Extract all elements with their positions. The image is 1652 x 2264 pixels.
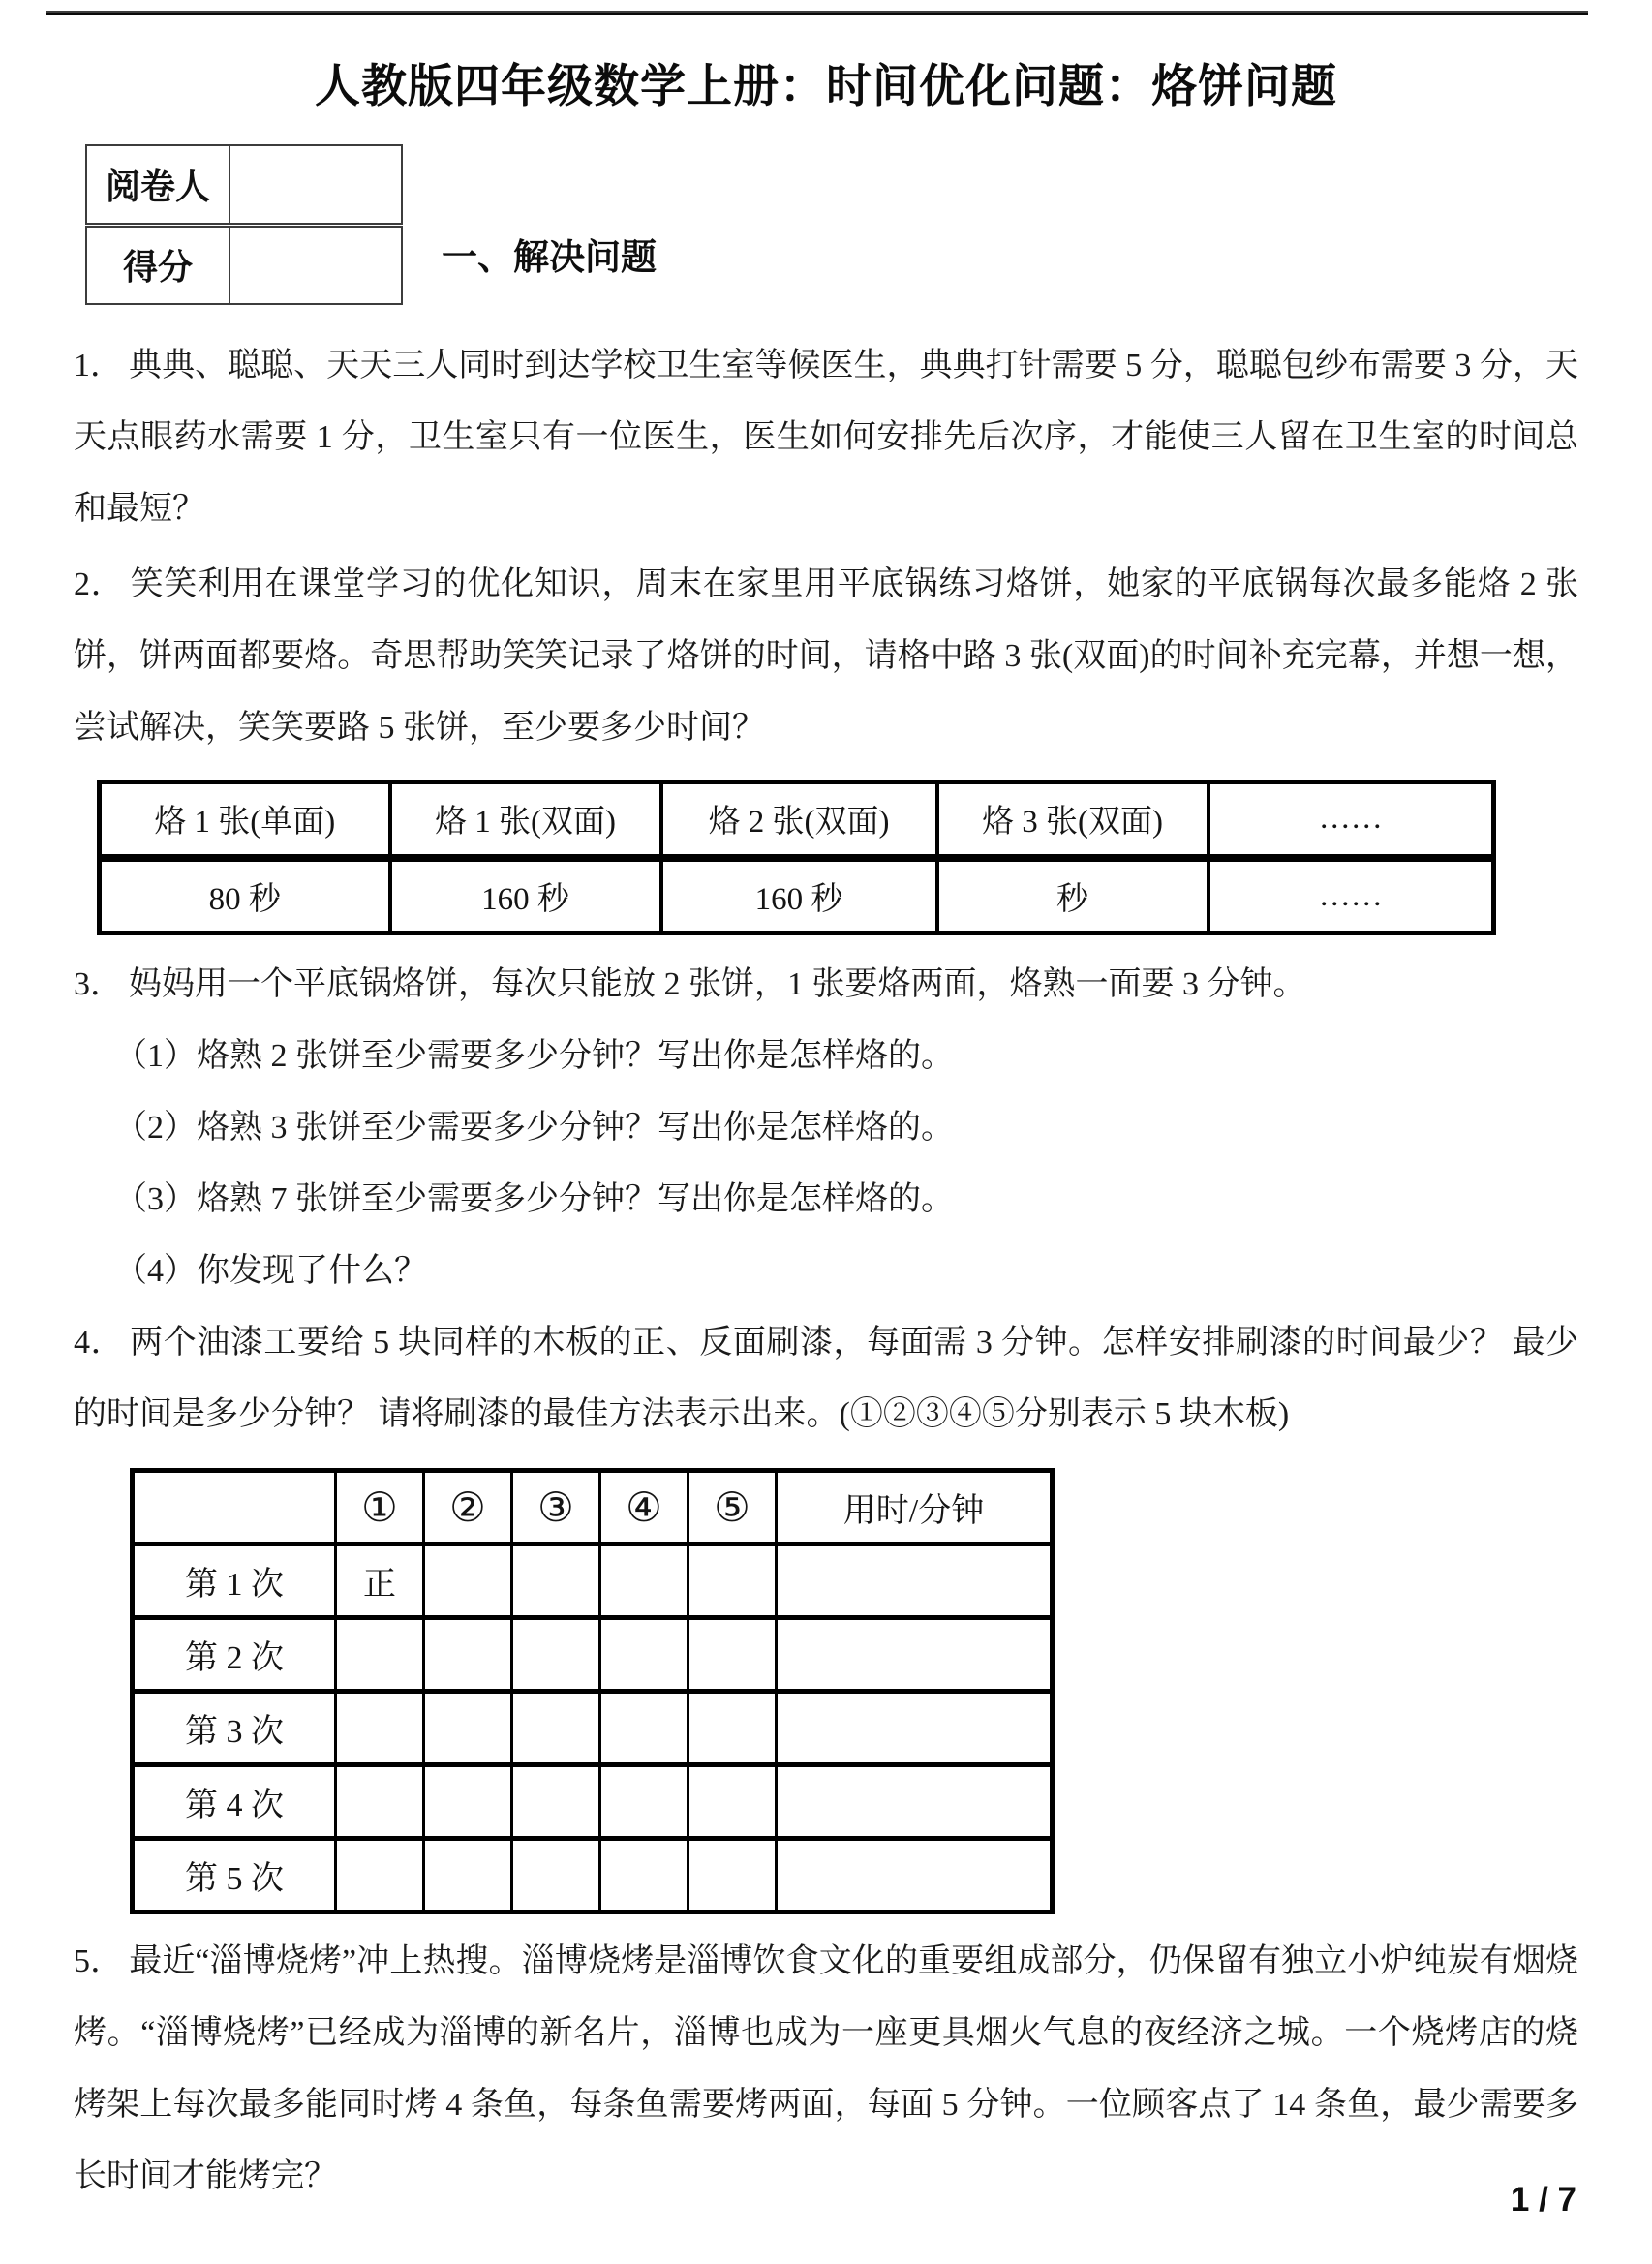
round-5-board-2-cell xyxy=(424,1839,512,1912)
pancake-table-header: 烙 2 张(双面) xyxy=(661,782,937,858)
problem-3-sub-3: （3）烙熟 7 张饼至少需要多少分钟？写出你是怎样烙的。 xyxy=(114,1181,954,1217)
round-1-board-3-cell xyxy=(512,1545,600,1618)
problem-2-text xyxy=(74,549,1578,764)
time-header: 用时/分钟 xyxy=(777,1471,1053,1545)
round-5-label: 第 5 次 xyxy=(133,1839,336,1912)
board-3-header: ③ xyxy=(512,1471,600,1545)
painting-table-header-row xyxy=(133,1471,1053,1545)
section-heading: 一、解决问题 xyxy=(442,237,657,277)
round-2-time-cell xyxy=(777,1618,1053,1692)
board-5-header: ⑤ xyxy=(688,1471,777,1545)
round-5-time-cell xyxy=(777,1839,1053,1912)
board-1-header: ① xyxy=(336,1471,424,1545)
problem-4-text xyxy=(74,1307,1578,1451)
pancake-table-header-row xyxy=(100,782,1494,858)
round-2-board-3-cell xyxy=(512,1618,600,1692)
round-1-board-1-cell: 正 xyxy=(336,1545,424,1618)
header-rule xyxy=(46,11,1588,15)
round-3-board-3-cell xyxy=(512,1692,600,1765)
painting-table-row-3 xyxy=(133,1692,1053,1765)
round-3-board-1-cell xyxy=(336,1692,424,1765)
pancake-table-value: 160 秒 xyxy=(661,858,937,933)
pancake-table-value: 80 秒 xyxy=(100,858,390,933)
round-4-board-2-cell xyxy=(424,1765,512,1839)
reviewer-blank-cell xyxy=(229,145,402,225)
problem-3-sub-4: （4）你发现了什么？ xyxy=(114,1253,427,1289)
painting-table-corner-cell xyxy=(133,1471,336,1545)
round-4-label: 第 4 次 xyxy=(133,1765,336,1839)
round-4-board-4-cell xyxy=(600,1765,688,1839)
problem-3-text xyxy=(74,949,1578,1021)
round-3-board-4-cell xyxy=(600,1692,688,1765)
round-5-board-5-cell xyxy=(688,1839,777,1912)
problem-3-body: 妈妈用一个平底锅烙饼，每次只能放 2 张饼，1 张要烙两面，烙熟一面要 3 分钟。 xyxy=(129,966,1306,1002)
grading-box xyxy=(85,144,403,305)
problem-4-number: 4． xyxy=(74,1325,125,1361)
problem-1-body: 典典、聪聪、天天三人同时到达学校卫生室等候医生，典典打针需要 5 分，聪聪包纱布需要 3 分，天天点眼药水需要 1 分，卫生室只有一位医生，医生如何安排先后次序，才能使三人留在卫生室的时间总和最短？ xyxy=(74,348,1579,527)
problem-3-number: 3． xyxy=(74,966,123,1002)
problem-2-body: 笑笑利用在课堂学习的优化知识，周末在家里用平底锅练习烙饼，她家的平底锅每次最多能烙 2 张饼，饼两面都要烙。奇思帮助笑笑记录了烙饼的时间，请格中路 3 张(双面)的时间补充完幕，并想一想，尝试解决，笑笑要路 5 张饼，至少要多少时间？ xyxy=(74,566,1579,746)
round-3-board-2-cell xyxy=(424,1692,512,1765)
round-1-time-cell xyxy=(777,1545,1053,1618)
round-3-time-cell xyxy=(777,1692,1053,1765)
round-5-board-1-cell xyxy=(336,1839,424,1912)
pancake-table-value: …… xyxy=(1208,858,1494,933)
round-4-board-1-cell xyxy=(336,1765,424,1839)
round-1-label: 第 1 次 xyxy=(133,1545,336,1618)
painting-table-row-4 xyxy=(133,1765,1053,1839)
reviewer-label: 阅卷人 xyxy=(86,145,229,225)
pancake-time-table xyxy=(97,780,1496,935)
pancake-table-value: 160 秒 xyxy=(390,858,661,933)
score-label: 得分 xyxy=(86,225,229,304)
problem-5-text xyxy=(74,1926,1578,2213)
pancake-table-value-row xyxy=(100,858,1494,933)
problem-3-sub-2: （2）烙熟 3 张饼至少需要多少分钟？写出你是怎样烙的。 xyxy=(114,1110,954,1146)
pancake-table-header: 烙 3 张(双面) xyxy=(937,782,1208,858)
pancake-table-value-blank: 秒 xyxy=(937,858,1208,933)
round-4-board-3-cell xyxy=(512,1765,600,1839)
round-5-board-3-cell xyxy=(512,1839,600,1912)
board-2-header: ② xyxy=(424,1471,512,1545)
worksheet-content xyxy=(74,330,1578,2213)
pancake-table-header: 烙 1 张(双面) xyxy=(390,782,661,858)
round-4-time-cell xyxy=(777,1765,1053,1839)
problem-3-sub-1: （1）烙熟 2 张饼至少需要多少分钟？写出你是怎样烙的。 xyxy=(114,1038,954,1074)
round-2-board-4-cell xyxy=(600,1618,688,1692)
problem-5-body: 最近“淄博烧烤”冲上热搜。淄博烧烤是淄博饮食文化的重要组成部分，仍保留有独立小炉纯炭有烟烧烤。“淄博烧烤”已经成为淄博的新名片，淄博也成为一座更具烟火气息的夜经济之城。一个烧烤店的烧烤架上每次最多能同时烤 4 条鱼，每条鱼需要烤两面，每面 5 分钟。一位顾客点了 14 条鱼，最少需要多长时间才能烤完？ xyxy=(74,1943,1579,2194)
painting-table-row-5 xyxy=(133,1839,1053,1912)
board-4-header: ④ xyxy=(600,1471,688,1545)
round-5-board-4-cell xyxy=(600,1839,688,1912)
problem-2-number: 2． xyxy=(74,566,125,602)
round-4-board-5-cell xyxy=(688,1765,777,1839)
score-blank-cell xyxy=(229,225,402,304)
round-3-label: 第 3 次 xyxy=(133,1692,336,1765)
problem-1-text xyxy=(74,330,1578,545)
pancake-table-header: …… xyxy=(1208,782,1494,858)
round-3-board-5-cell xyxy=(688,1692,777,1765)
header-row xyxy=(85,144,1652,305)
round-2-board-5-cell xyxy=(688,1618,777,1692)
painting-table-row-2 xyxy=(133,1618,1053,1692)
painting-table-row-1 xyxy=(133,1545,1053,1618)
round-1-board-2-cell xyxy=(424,1545,512,1618)
round-1-board-4-cell xyxy=(600,1545,688,1618)
problem-4-body: 两个油漆工要给 5 块同样的木板的正、反面刷漆，每面需 3 分钟。怎样安排刷漆的时间最少？ 最少的时间是多少分钟？ 请将刷漆的最佳方法表示出来。(①②③④⑤分别表示 5 块木板) xyxy=(74,1325,1579,1432)
painting-plan-table xyxy=(130,1468,1055,1914)
page-number: 1 / 7 xyxy=(1510,2181,1576,2218)
grading-box-score-row xyxy=(86,225,402,304)
round-2-board-1-cell xyxy=(336,1618,424,1692)
round-2-label: 第 2 次 xyxy=(133,1618,336,1692)
page-title: 人教版四年级数学上册：时间优化问题：烙饼问题 xyxy=(315,60,1337,111)
round-1-board-5-cell xyxy=(688,1545,777,1618)
round-2-board-2-cell xyxy=(424,1618,512,1692)
pancake-table-header: 烙 1 张(单面) xyxy=(100,782,390,858)
grading-box-reviewer-row xyxy=(86,145,402,225)
problem-5-number: 5． xyxy=(74,1943,124,1979)
problem-1-number: 1． xyxy=(74,348,124,383)
